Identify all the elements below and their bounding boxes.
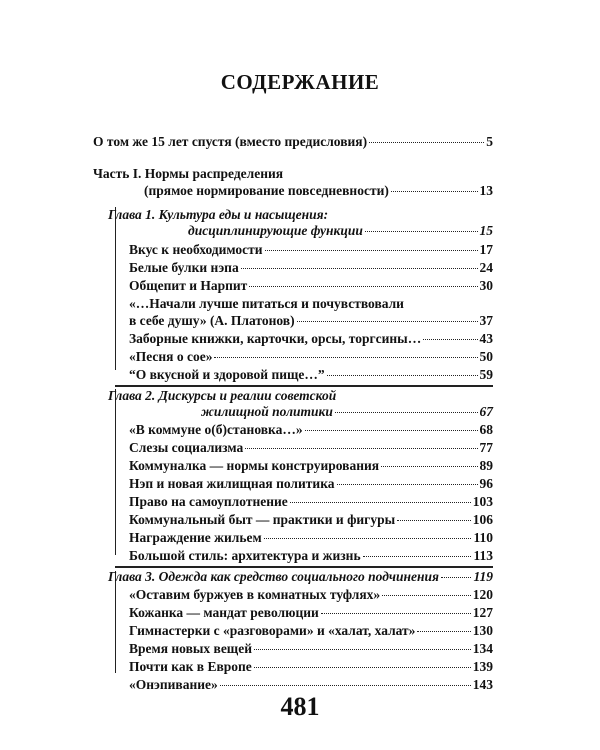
toc-entry[interactable]	[129, 475, 493, 492]
entry-page: 143	[472, 677, 493, 692]
toc-entry-chapter2[interactable]	[201, 403, 493, 420]
leader-dots	[297, 321, 478, 322]
entry-page: 120	[472, 587, 493, 602]
entry-title: Время новых вещей	[129, 641, 252, 656]
entry-title: Заборные книжки, карточки, орсы, торгсины…	[129, 331, 422, 346]
chapter-title: Глава 2. Дискурсы и реалии советской	[108, 388, 337, 403]
toc-entry[interactable]	[129, 493, 493, 510]
entry-title: Кожанка — мандат революции	[129, 605, 319, 620]
chapter-title: Глава 1. Культура еды и насыщения:	[108, 207, 329, 222]
toc-entry[interactable]	[129, 658, 493, 675]
entry-title: Коммунальный быт — практики и фигуры	[129, 512, 396, 527]
toc-entry-chapter1[interactable]	[188, 222, 493, 239]
entry-title: Нэп и новая жилищная политика	[129, 476, 335, 491]
entry-title: Коммуналка — нормы конструирования	[129, 458, 380, 473]
toc-entry[interactable]	[129, 312, 493, 329]
entry-page: 24	[479, 260, 493, 275]
entry-page: 67	[479, 404, 493, 419]
leader-dots	[381, 466, 477, 467]
leader-dots	[417, 631, 470, 632]
leader-dots	[423, 339, 477, 340]
toc-entry[interactable]	[129, 259, 493, 276]
entry-page: 15	[479, 223, 493, 238]
toc-entry[interactable]	[129, 241, 493, 258]
entry-page: 127	[472, 605, 493, 620]
leader-dots	[382, 595, 471, 596]
entry-title: Гимнастерки с «разговорами» и «халат, халат»	[129, 623, 416, 638]
entry-page: 134	[472, 641, 493, 656]
entry-title: Большой стиль: архитектура и жизнь	[129, 548, 361, 563]
toc-entry[interactable]	[129, 348, 493, 365]
entry-page: 89	[479, 458, 493, 473]
entry-page: 119	[473, 569, 493, 584]
entry-title-line: «…Начали лучше питаться и почувствовали	[129, 296, 404, 311]
entry-title: «В коммуне о(б)становка…»	[129, 422, 303, 437]
toc-entry[interactable]	[129, 586, 493, 603]
entry-page: 50	[479, 349, 493, 364]
leader-dots	[363, 556, 472, 557]
toc-entry-chapter3[interactable]	[108, 568, 493, 585]
leader-dots	[249, 286, 477, 287]
toc-entry[interactable]	[129, 457, 493, 474]
toc-entry[interactable]	[129, 277, 493, 294]
entry-title: в себе душу» (А. Платонов)	[129, 313, 295, 328]
leader-dots	[397, 520, 471, 521]
entry-title: жилищной политики	[201, 404, 333, 419]
part-title: Часть I. Нормы распределения	[93, 166, 284, 181]
entry-page: 37	[479, 313, 493, 328]
entry-title: Право на самоуплотнение	[129, 494, 288, 509]
leader-dots	[391, 191, 478, 192]
chapter-divider	[115, 389, 116, 555]
toc-entry[interactable]	[129, 640, 493, 657]
entry-page: 96	[479, 476, 493, 491]
toc-entry-preface[interactable]	[93, 133, 493, 150]
leader-dots	[290, 502, 471, 503]
entry-page: 30	[479, 278, 493, 293]
toc-entry[interactable]	[129, 676, 493, 693]
entry-title: (прямое нормирование повседневности)	[144, 183, 389, 198]
entry-title: Вкус к необходимости	[129, 242, 263, 257]
toc-entry[interactable]	[129, 622, 493, 639]
entry-title: “О вкусной и здоровой пище…”	[129, 367, 325, 382]
leader-dots	[327, 375, 478, 376]
leader-dots	[254, 667, 471, 668]
entry-title: Белые булки нэпа	[129, 260, 239, 275]
entry-page: 130	[472, 623, 493, 638]
leader-dots	[441, 577, 472, 578]
entry-title: О том же 15 лет спустя (вместо предисловия)	[93, 134, 368, 149]
entry-page: 43	[479, 331, 493, 346]
entry-title: «Онэпивание»	[129, 677, 218, 692]
leader-dots	[264, 538, 472, 539]
leader-dots	[241, 268, 478, 269]
leader-dots	[245, 448, 477, 449]
entry-page: 113	[473, 548, 493, 563]
entry-title: Общепит и Нарпит	[129, 278, 248, 293]
entry-page: 106	[472, 512, 493, 527]
entry-page: 13	[479, 183, 493, 198]
toc-entry[interactable]	[129, 330, 493, 347]
entry-title: Слезы социализма	[129, 440, 244, 455]
entry-page: 59	[479, 367, 493, 382]
toc-entry[interactable]	[129, 604, 493, 621]
leader-dots	[305, 430, 478, 431]
toc-entry[interactable]	[129, 511, 493, 528]
entry-title: Награждение жильем	[129, 530, 262, 545]
entry-page: 77	[479, 440, 493, 455]
leader-dots	[254, 649, 471, 650]
entry-page: 103	[472, 494, 493, 509]
leader-dots	[335, 412, 478, 413]
page-title: СОДЕРЖАНИЕ	[220, 70, 380, 94]
leader-dots	[220, 685, 471, 686]
toc-entry[interactable]	[129, 547, 493, 564]
leader-dots	[365, 231, 478, 232]
leader-dots	[369, 142, 484, 143]
entry-page: 17	[479, 242, 493, 257]
toc-entry[interactable]	[129, 439, 493, 456]
leader-dots	[265, 250, 478, 251]
chapter-divider	[115, 207, 116, 370]
entry-page: 110	[473, 530, 493, 545]
entry-page: 68	[479, 422, 493, 437]
leader-dots	[337, 484, 478, 485]
entry-title: Глава 3. Одежда как средство социального подчинения	[108, 569, 439, 584]
entry-page: 139	[472, 659, 493, 674]
leader-dots	[214, 357, 477, 358]
toc-entry[interactable]	[129, 421, 493, 438]
entry-title: дисциплинирующие функции	[188, 223, 363, 238]
chapter-divider	[115, 571, 116, 673]
entry-title: Почти как в Европе	[129, 659, 252, 674]
entry-title: «Оставим буржуев в комнатных туфлях»	[129, 587, 381, 602]
entry-page: 5	[486, 134, 493, 149]
page-number: 481	[280, 692, 320, 721]
leader-dots	[321, 613, 471, 614]
entry-title: «Песня о сое»	[129, 349, 213, 364]
toc-entry[interactable]	[129, 529, 493, 546]
toc-entry-part1[interactable]	[144, 182, 493, 199]
toc-entry[interactable]	[129, 366, 493, 383]
